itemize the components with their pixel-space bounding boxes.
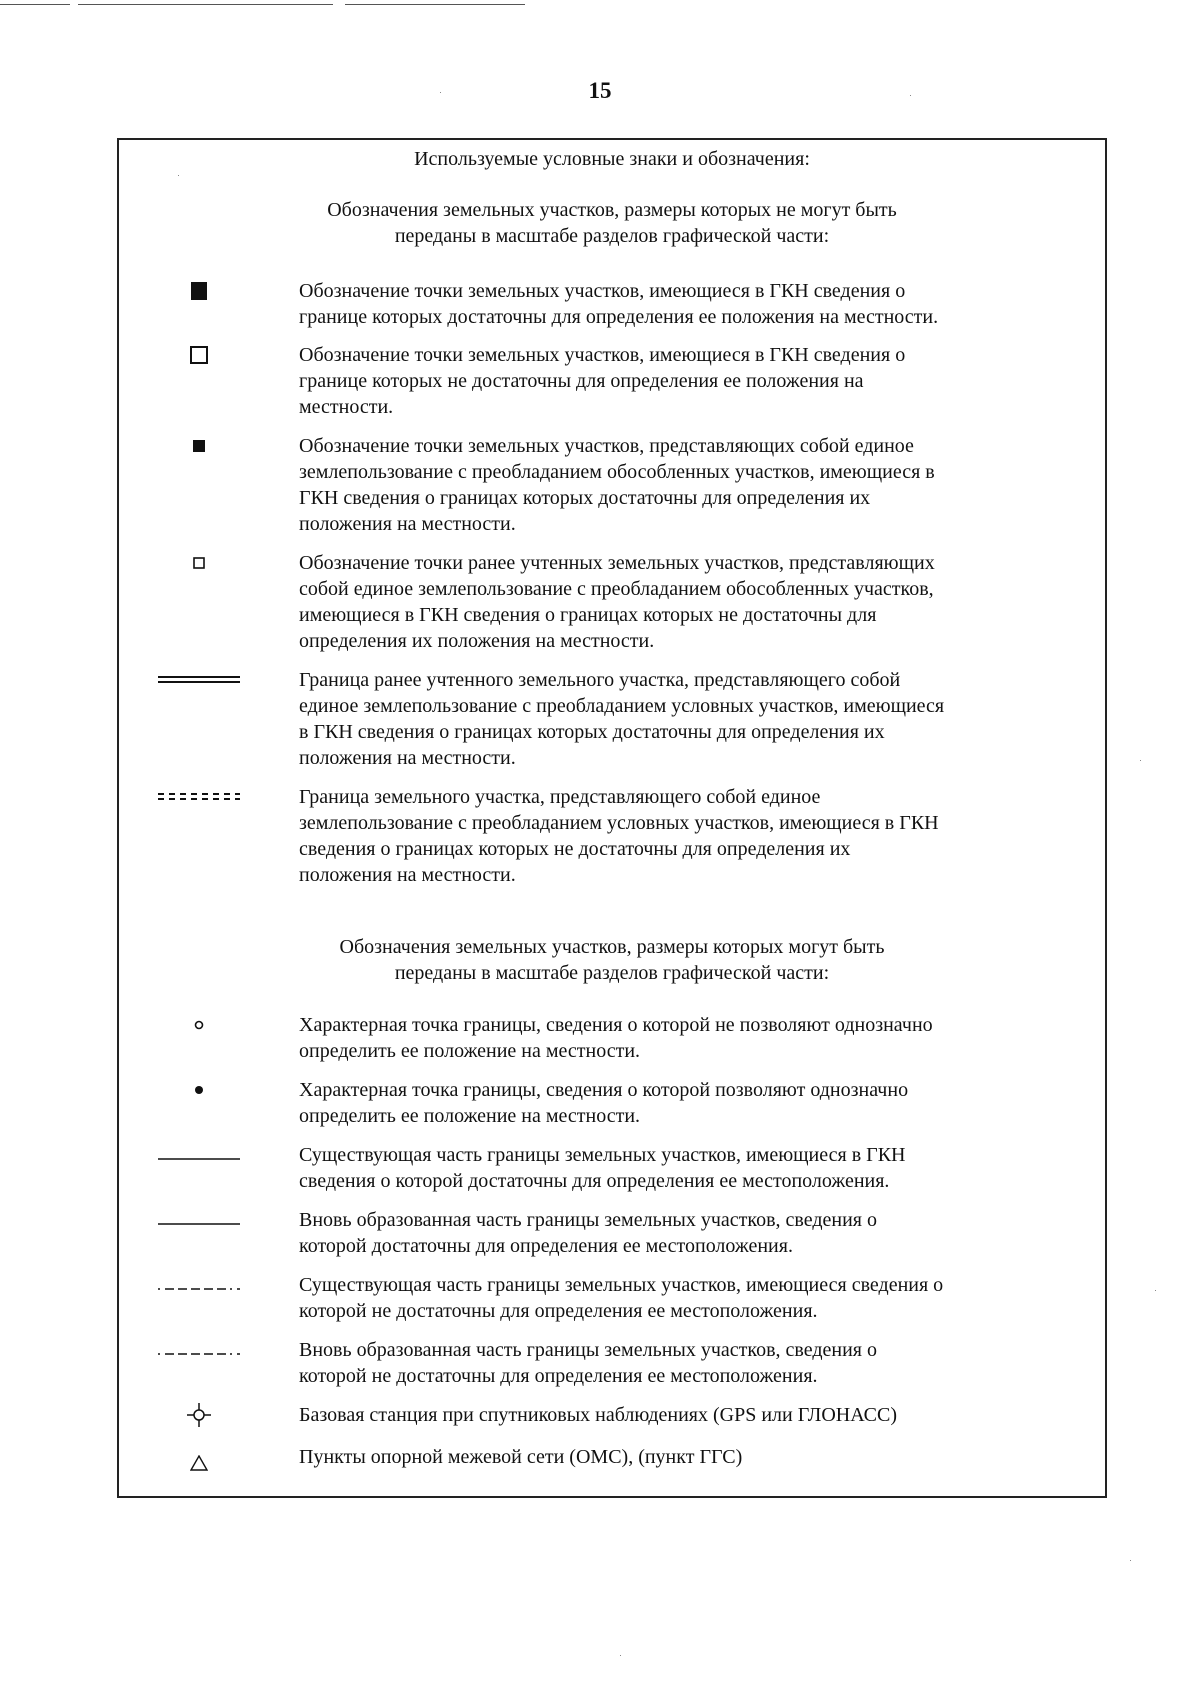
scan-artifact-line <box>0 4 70 5</box>
description-line: сведения о которой достаточны для определения ее местоположения. <box>299 1170 890 1192</box>
section-heading-line: Обозначения земельных участков, размеры которых не могут быть <box>327 199 897 221</box>
section-heading <box>119 934 1105 986</box>
scan-speck <box>178 175 179 176</box>
filled-large-square-icon <box>139 278 259 304</box>
scan-speck <box>620 1655 621 1656</box>
description-line: которой не достаточны для определения ее местоположения. <box>299 1365 818 1387</box>
hollow-small-square-icon <box>139 550 259 576</box>
scan-speck <box>1155 1290 1156 1291</box>
description-line: которой достаточны для определения ее местоположения. <box>299 1235 793 1257</box>
legend-description <box>299 1207 1079 1259</box>
description-line: границе которых не достаточны для определения ее положения на <box>299 370 864 392</box>
description-line: сведения о границах которых не достаточны для определения их <box>299 838 851 860</box>
description-line: землепользование с преобладанием обособленных участков, имеющиеся в <box>299 461 935 483</box>
dashed-line-icon <box>139 1337 259 1363</box>
legend-description <box>299 1272 1079 1324</box>
section-heading-line: Обозначения земельных участков, размеры которых могут быть <box>339 936 885 958</box>
triangle-icon <box>139 1450 259 1476</box>
description-line: имеющиеся в ГКН сведения о границах которых не достаточны для <box>299 604 877 626</box>
description-line: Базовая станция при спутниковых наблюдениях (GPS или ГЛОНАСС) <box>299 1404 898 1426</box>
description-line: местности. <box>299 396 394 418</box>
hollow-large-square-icon <box>139 342 259 368</box>
description-line: ГКН сведения о границах которых достаточны для определения их <box>299 487 871 509</box>
legend-description <box>299 667 1079 771</box>
legend-description <box>299 550 1079 654</box>
scan-artifact-line <box>78 4 333 5</box>
description-line: которой не достаточны для определения ее местоположения. <box>299 1300 818 1322</box>
legend-description <box>299 1012 1079 1064</box>
legend-description <box>299 342 1079 420</box>
legend-description <box>299 1337 1079 1389</box>
page-number: 15 <box>588 78 612 103</box>
double-solid-line-icon <box>139 667 259 693</box>
description-line: Граница земельного участка, представляющего собой единое <box>299 786 821 808</box>
description-line: границе которых достаточны для определения ее положения на местности. <box>299 306 939 328</box>
legend-description <box>299 433 1079 537</box>
section-heading-line: переданы в масштабе разделов графической части: <box>394 962 830 984</box>
description-line: определить ее положение на местности. <box>299 1040 641 1062</box>
description-line: Обозначение точки земельных участков, имеющиеся в ГКН сведения о <box>299 280 906 302</box>
solid-line-icon <box>139 1142 259 1168</box>
scan-speck <box>910 95 911 96</box>
scan-speck <box>1140 760 1141 761</box>
solid-line-icon <box>139 1207 259 1233</box>
description-line: единое землепользование с преобладанием условных участков, имеющиеся <box>299 695 945 717</box>
legend-description <box>299 278 1079 330</box>
description-line: собой единое землепользование с преобладанием обособленных участков, <box>299 578 934 600</box>
description-line: положения на местности. <box>299 513 516 535</box>
section-heading <box>119 197 1105 249</box>
filled-small-square-icon <box>139 433 259 459</box>
description-line: Вновь образованная часть границы земельных участков, сведения о <box>299 1209 878 1231</box>
description-line: землепользование с преобладанием условных участков, имеющиеся в ГКН <box>299 812 939 834</box>
base-station-icon <box>139 1402 259 1428</box>
description-line: Пункты опорной межевой сети (ОМС), (пункт ГГС) <box>299 1446 743 1468</box>
legend-title: Используемые условные знаки и обозначения: <box>414 148 810 170</box>
description-line: Существующая часть границы земельных участков, имеющиеся сведения о <box>299 1274 944 1296</box>
description-line: определения их положения на местности. <box>299 630 655 652</box>
description-line: Обозначение точки земельных участков, имеющиеся в ГКН сведения о <box>299 344 906 366</box>
description-line: положения на местности. <box>299 747 516 769</box>
legend-description <box>299 1142 1079 1194</box>
legend-description <box>299 1402 1079 1428</box>
description-line: Характерная точка границы, сведения о которой не позволяют однозначно <box>299 1014 933 1036</box>
description-line: Обозначение точки ранее учтенных земельных участков, представляющих <box>299 552 935 574</box>
legend-box <box>117 138 1107 1498</box>
legend-description <box>299 1077 1079 1129</box>
hollow-circle-icon <box>139 1012 259 1038</box>
description-line: Существующая часть границы земельных участков, имеющиеся в ГКН <box>299 1144 906 1166</box>
description-line: определить ее положение на местности. <box>299 1105 641 1127</box>
double-dashed-line-icon <box>139 784 259 810</box>
scan-artifact-line <box>345 4 525 5</box>
scan-speck <box>1130 1560 1131 1561</box>
legend-description <box>299 1444 1079 1470</box>
dashed-line-icon <box>139 1272 259 1298</box>
scan-speck <box>440 92 441 93</box>
description-line: Характерная точка границы, сведения о которой позволяют однозначно <box>299 1079 909 1101</box>
description-line: положения на местности. <box>299 864 516 886</box>
description-line: Обозначение точки земельных участков, представляющих собой единое <box>299 435 914 457</box>
description-line: Вновь образованная часть границы земельных участков, сведения о <box>299 1339 878 1361</box>
description-line: Граница ранее учтенного земельного участка, представляющего собой <box>299 669 901 691</box>
legend-description <box>299 784 1079 888</box>
filled-circle-icon <box>139 1077 259 1103</box>
description-line: в ГКН сведения о границах которых достаточны для определения их <box>299 721 885 743</box>
section-heading-line: переданы в масштабе разделов графической части: <box>394 225 830 247</box>
